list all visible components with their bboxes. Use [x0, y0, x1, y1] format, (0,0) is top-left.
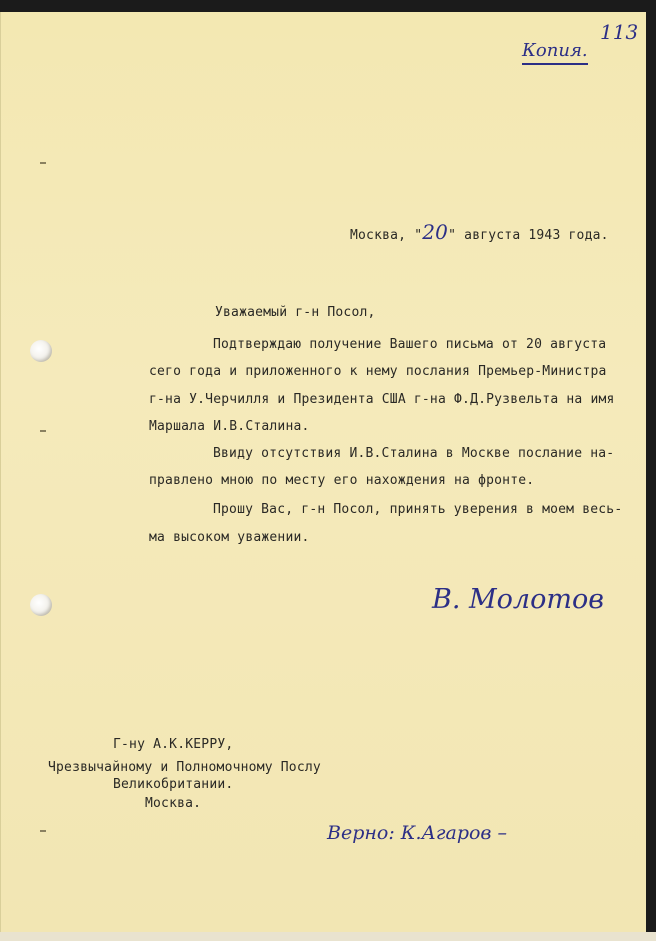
document-page: [0, 12, 646, 932]
punch-hole-bottom: [30, 594, 52, 616]
punch-hole-top: [30, 340, 52, 362]
addressee-line: Москва.: [145, 796, 202, 811]
salutation: Уважаемый г-н Посол,: [215, 305, 376, 320]
margin-mark: [40, 430, 46, 432]
body-line: г-на У.Черчилля и Президента США г-на Ф.Д.Рузвельта на имя: [149, 392, 615, 407]
page-number: 113: [600, 20, 639, 44]
body-line: Прошу Вас, г-н Посол, принять уверения в моем весь-: [213, 502, 623, 517]
date-line: [350, 220, 609, 244]
margin-mark: [40, 830, 46, 832]
date-day: 20: [422, 220, 449, 244]
addressee-line: Великобритании.: [113, 777, 234, 792]
addressee-line: Г-ну А.К.КЕРРУ,: [113, 737, 234, 752]
margin-mark: [40, 162, 46, 164]
date-suffix: " августа 1943 года.: [448, 228, 609, 243]
body-line: Подтверждаю получение Вашего письма от 20 августа: [213, 337, 607, 352]
page-edge: [0, 932, 656, 941]
body-line: ма высоком уважении.: [149, 530, 310, 545]
body-line: Ввиду отсутствия И.В.Сталина в Москве послание на-: [213, 446, 615, 461]
body-line: правлено мною по месту его нахождения на фронте.: [149, 473, 535, 488]
copy-stamp: Копия.: [522, 40, 588, 65]
signature: В. Молотов: [432, 584, 604, 615]
date-prefix: Москва, ": [350, 228, 423, 243]
verification-note: Верно: К.Агаров –: [327, 822, 508, 844]
body-line: Маршала И.В.Сталина.: [149, 419, 310, 434]
addressee-line: Чрезвычайному и Полномочному Послу: [48, 760, 321, 775]
body-line: сего года и приложенного к нему послания Премьер-Министра: [149, 364, 607, 379]
